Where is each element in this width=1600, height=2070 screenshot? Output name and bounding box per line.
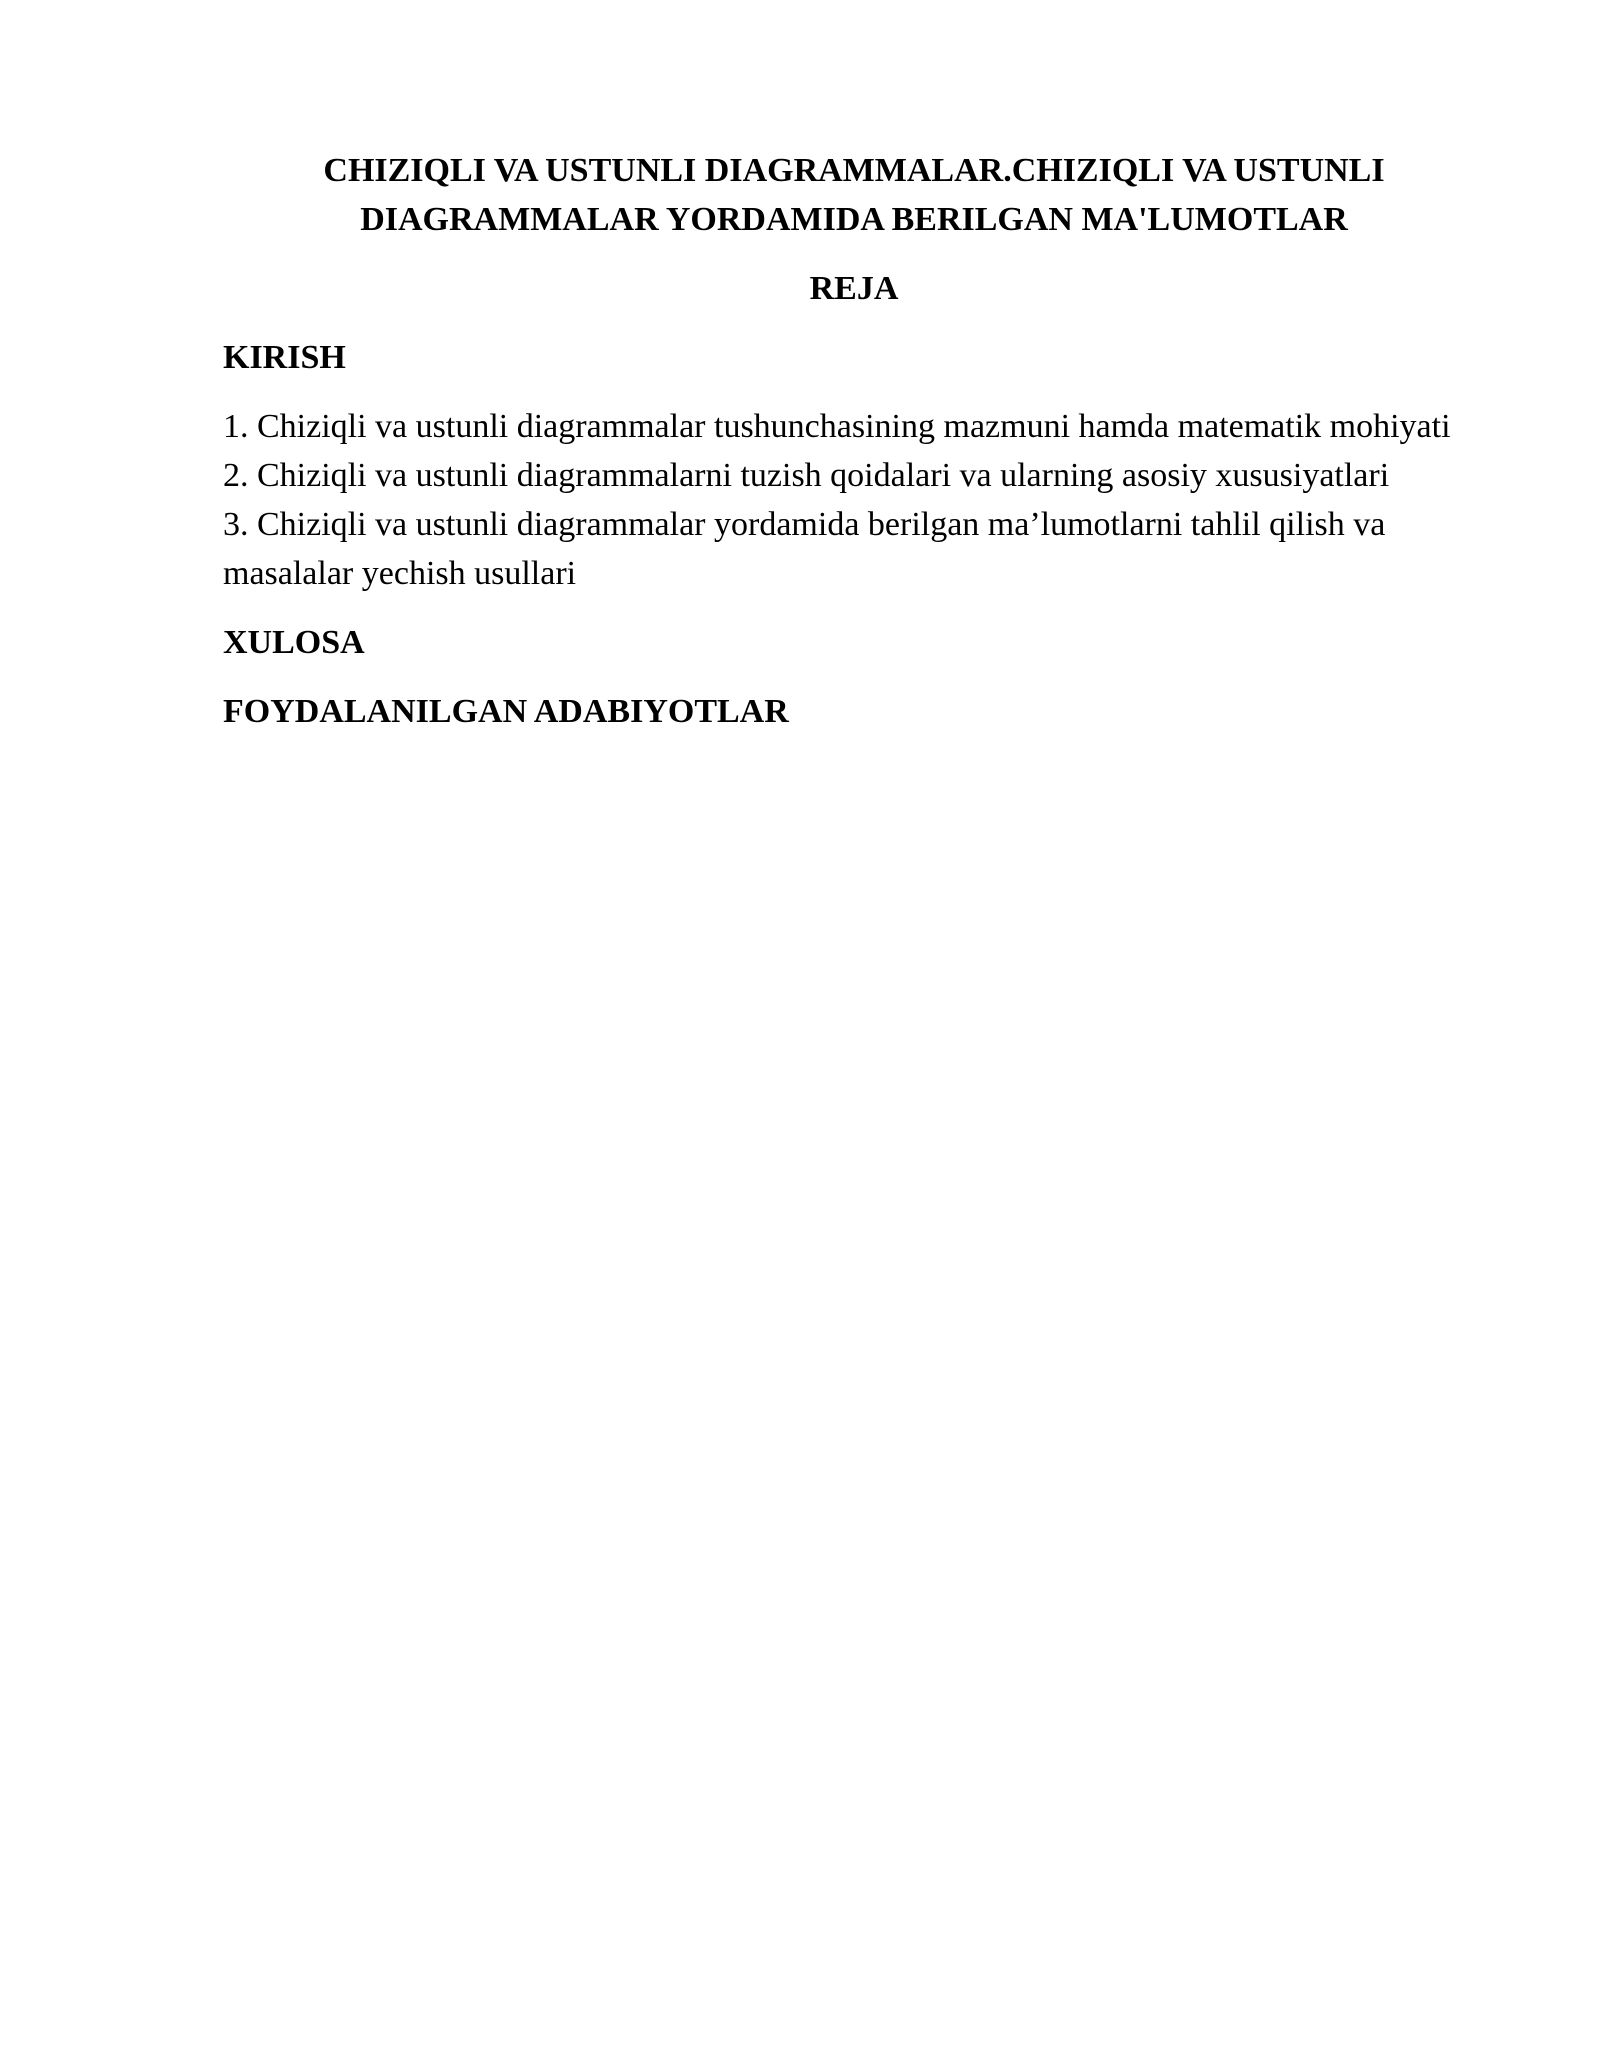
plan-item: 2. Chiziqli va ustunli diagrammalarni tuzish qoidalari va ularning asosiy xususiyatlari xyxy=(223,457,1390,494)
plan-heading: REJA xyxy=(809,270,899,307)
plan-item: 1. Chiziqli va ustunli diagrammalar tushunchasining mazmuni hamda matematik mohiyati xyxy=(223,408,1451,445)
title-line: DIAGRAMMALAR YORDAMIDA BERILGAN MA'LUMOTLAR xyxy=(360,201,1348,238)
plan-list xyxy=(223,402,1485,598)
conclusion-heading: XULOSA xyxy=(223,624,365,661)
document-content xyxy=(223,146,1485,736)
intro-heading: KIRISH xyxy=(223,339,346,376)
document-title xyxy=(223,146,1485,244)
plan-item: 3. Chiziqli va ustunli diagrammalar yordamida berilgan ma’lumotlarni tahlil qilish va masalalar yechish usullari xyxy=(223,506,1386,592)
references-heading: FOYDALANILGAN ADABIYOTLAR xyxy=(223,693,789,730)
title-line: CHIZIQLI VA USTUNLI DIAGRAMMALAR.CHIZIQLI VA USTUNLI xyxy=(323,152,1385,189)
